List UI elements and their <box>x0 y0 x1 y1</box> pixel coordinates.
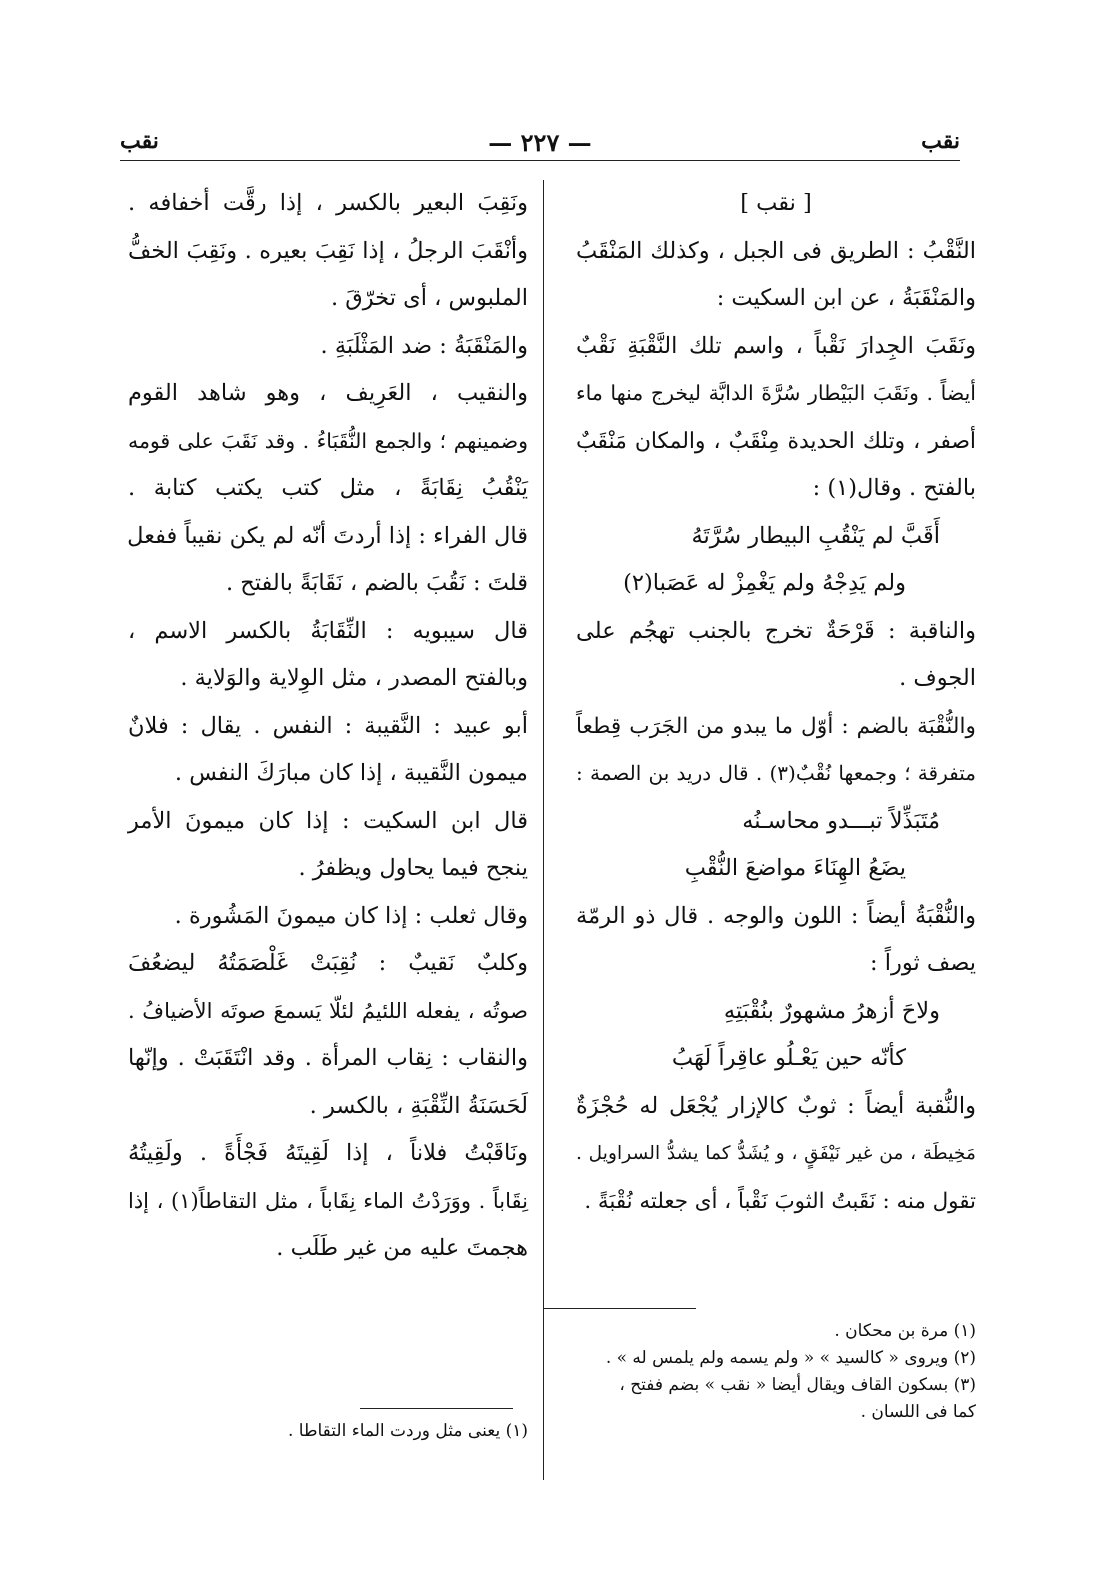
text-line: يصف ثوراً : <box>870 950 976 976</box>
footnote: (٢) ويروى « كالسيد » « ولم يسمه ولم يلمس له » . <box>605 1348 976 1368</box>
text-line: الملبوس ، أى تخرّقَ . <box>331 285 528 311</box>
right-column <box>576 180 976 1225</box>
running-head-left: نقب <box>120 128 159 154</box>
text-line: قال سيبويه : النِّقَابَةُ بالكسر الاسم ، <box>128 617 528 644</box>
text-line: الجوف . <box>899 665 976 691</box>
text-line: نِقَاباً . ووَرَدْتُ الماء نِقَاباً ، مثل التقاطاً(١) ، إذا <box>128 1188 529 1213</box>
footnote-rule-left <box>360 1408 513 1409</box>
text-line: النَّقْبُ : الطريق فى الجبل ، وكذلك المَنْقَبُ <box>576 237 976 264</box>
text-line: ونَقِبَ البعير بالكسر ، إذا رقَّت أخفافه . <box>128 190 528 216</box>
running-head-right: نقب <box>921 128 960 154</box>
text-line: ميمون النَّقيبة ، إذا كان مبارَكَ النفس . <box>174 760 528 786</box>
text-line: صوتُه ، يفعله اللئيمُ لئلّا يَسمعَ صوتَه الأضيافُ . <box>128 998 528 1023</box>
text-line: والمَنْقَبَةُ : ضد المَثْلَبَةِ . <box>320 332 528 359</box>
text-line: ونَقَبَ الجِدارَ نَقْباً ، واسم تلك النَّقْبَةِ نَقْبٌ <box>576 332 976 359</box>
text-line: والنُّقْبَةُ أيضاً : اللون والوجه . قال ذو الرمّة <box>576 902 976 929</box>
verse-line: ولم يَدِجْهُ ولم يَغْمِزْ له عَصَبا(٢) <box>623 570 906 596</box>
page-number: — ٢٢٧ — <box>488 128 592 157</box>
verse-line: يضَعُ الهِنَاءَ مواضعَ النُّقْبِ <box>684 855 906 881</box>
text-line: قال الفراء : إذا أردتَ أنّه لم يكن نقيباً ففعل <box>127 522 528 549</box>
text-line: لَحَسَنَةُ النِّقْبَةِ ، بالكسر . <box>309 1092 528 1119</box>
text-line: ينجح فيما يحاول ويظفرُ . <box>298 855 528 881</box>
header-rule <box>120 160 960 161</box>
page-header <box>120 128 960 168</box>
text-line: وأنْقَبَ الرجلُ ، إذا نَقِبَ بعيره . ونَقِبَ الخفُّ <box>128 237 528 264</box>
right-footnotes <box>576 1318 976 1426</box>
footnote: (٣) بسكون القاف ويقال أيضا « نقب » بضم ففتح ، <box>619 1375 976 1395</box>
text-line: أيضاً . ونَقَبَ البَيْطار سُرَّةَ الدابَّة ليخرج منها ماء <box>576 381 976 405</box>
verse-line: ولاحَ أزهرُ مشهورٌ بنُقْبَتِهِ <box>723 997 940 1024</box>
text-line: وضمينهم ؛ والجمع النُّقَبَاءُ . وقد نَقَبَ على قومه <box>128 428 528 453</box>
text-line: قلتَ : نَقُبَ بالضم ، نَقَابَةً بالفتح . <box>225 570 528 596</box>
footnote: كما فى اللسان . <box>860 1402 976 1422</box>
column-divider <box>543 180 544 1480</box>
text-line: متفرقة ؛ وجمعها نُقْبٌ(٣) . قال دريد بن الصمة : <box>576 761 976 785</box>
text-line: وقال ثعلب : إذا كان ميمونَ المَشُورة . <box>174 902 528 929</box>
entry-heading: [ نقب ] <box>740 190 812 216</box>
text-line: والمَنْقَبَةُ ، عن ابن السكيت : <box>716 285 976 311</box>
text-line: هجمتَ عليه من غير طَلَب . <box>276 1235 528 1261</box>
left-footnotes <box>128 1418 528 1445</box>
text-line: قال ابن السكيت : إذا كان ميمونَ الأمر <box>128 807 528 834</box>
text-line: وبالفتح المصدر ، مثل الوِلاية والوَلاية . <box>180 665 528 691</box>
verse-line: مُتَبَذِّلاً تبـــدو محاسـنُه <box>742 807 940 834</box>
footnote: (١) يعنى مثل وردت الماء التقاطا . <box>287 1421 528 1441</box>
text-line: تقول منه : نَقَبتُ الثوبَ نَقْباً ، أى جعلته نُقْبَةً . <box>584 1188 976 1214</box>
text-line: بالفتح . وقال(١) : <box>812 475 976 501</box>
text-line: والنقيب ، العَرِيف ، وهو شاهد القوم <box>128 380 528 406</box>
verse-line: كأنّه حين يَعْـلُو عاقِراً لَهَبُ <box>671 1045 906 1071</box>
text-line: والناقبة : قَرْحَةٌ تخرج بالجنب تهجُم على <box>576 617 976 644</box>
text-line: وكلبٌ نَقيبٌ : نُقِبَتْ غَلْصَمَتُهُ ليضعُفَ <box>128 950 528 976</box>
text-line: أبو عبيد : النَّقيبة : النفس . يقال : فلانٌ <box>128 712 528 739</box>
verse-line: أَقَبَّ لم يَنْقُبِ البيطار سُرَّتَهُ <box>691 522 940 549</box>
text-line: أصفر ، وتلك الحديدة مِنْقَبٌ ، والمكان مَنْقَبٌ <box>576 428 976 454</box>
text-line: مَخِيطَة ، من غير نَيْفَقٍ ، و يُشَدُّ كما يشدُّ السراويل . <box>576 1143 976 1164</box>
text-line: والنُّقبة أيضاً : ثوبٌ كالإزار يُجْعَل له حُجْزَةٌ <box>576 1092 976 1119</box>
footnote-rule-right <box>543 1308 696 1309</box>
text-line: والنقاب : نِقاب المرأة . وقد انْتَقَبَتْ . وإنّها <box>128 1045 528 1071</box>
text-line: يَنْقُبُ نِقَابَةً ، مثل كتب يكتب كتابة . <box>128 475 528 501</box>
text-line: ونَاقَبْتُ فلاناً ، إذا لَقِيتَهُ فَجْأَةً . ولَقِيتُهُ <box>128 1140 529 1166</box>
left-column <box>128 180 528 1273</box>
footnote: (١) مرة بن محكان . <box>834 1321 976 1341</box>
text-line: والنُّقْبَة بالضم : أوّل ما يبدو من الجَرَب قِطعاً <box>576 713 976 739</box>
